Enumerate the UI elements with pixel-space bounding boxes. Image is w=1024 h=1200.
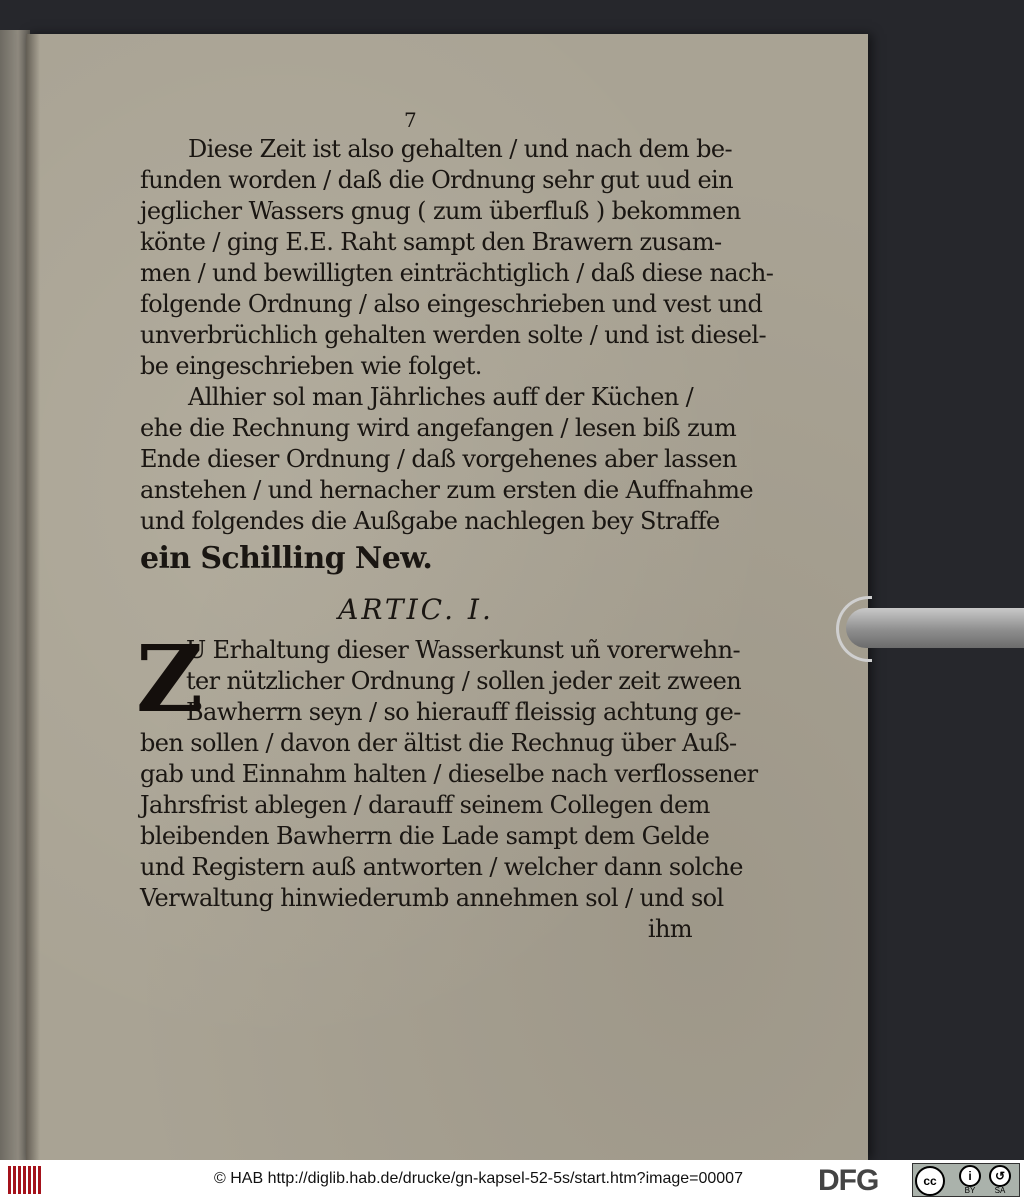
text-line: Allhier sol man Jährliches auff der Küchen / [188,383,694,411]
text-line: men / und bewilligten einträchtiglich / daß diese nach- [140,259,774,287]
text-line: unverbrüchlich gehalten werden solte / und ist diesel- [140,321,766,349]
hab-logo-icon [8,1166,44,1194]
catchword: ihm [647,915,692,943]
text-line: und folgendes die Außgabe nachlegen bey Straffe [140,507,720,535]
text-line: gab und Einnahm halten / dieselbe nach verflossener [140,760,758,788]
text-line: Ende dieser Ordnung / daß vorgehenes aber lassen [140,445,737,473]
clip-edge [836,596,872,662]
closing-line: ein Schilling New. [140,541,433,576]
text-line: Verwaltung hinwiederumb annehmen sol / und sol [140,884,724,912]
share-alike-icon: ↺ [989,1165,1011,1187]
bookmark-clip [836,596,1024,666]
license-by-label: BY [964,1186,976,1195]
copyright-link[interactable]: © HAB http://diglib.hab.de/drucke/gn-kapsel-52-5s/start.htm?image=00007 [214,1170,743,1187]
cc-icon: cc [915,1166,945,1196]
text-line: bleibenden Bawherrn die Lade sampt dem Gelde [140,822,710,850]
text-line: folgende Ordnung / also eingeschrieben und vest und [140,290,763,318]
text-line: Bawherrn seyn / so hierauff fleissig achtung ge- [186,698,741,726]
cc-license-badge[interactable] [912,1163,1020,1197]
dfg-logo: DFG [818,1164,879,1197]
text-line: ter nützlicher Ordnung / sollen jeder zeit zween [186,667,742,695]
page-spine-shadow [26,34,40,1160]
text-line: könte / ging E.E. Raht sampt den Brawern zusam- [140,228,722,256]
page-text-block [136,112,774,945]
text-line: ehe die Rechnung wird angefangen / lesen biß zum [140,414,737,442]
article-body [136,625,758,945]
text-line: und Registern auß antworten / welcher dann solche [140,853,743,881]
text-line: ben sollen / davon der ältist die Rechnug über Auß- [140,729,737,757]
footer-bar [0,1160,1024,1200]
person-icon: i [959,1165,981,1187]
text-line: be eingeschrieben wie folget. [140,352,482,380]
paragraph-1 [140,134,774,382]
clip-band [846,608,1024,648]
text-line: Diese Zeit ist also gehalten / und nach dem be- [188,135,733,163]
text-line: Jahrsfrist ablegen / darauff seinem Collegen dem [140,791,710,819]
drop-cap: Z [136,625,203,733]
text-line: jeglicher Wassers gnug ( zum überfluß ) bekommen [140,197,741,225]
page-number: 7 [404,108,417,132]
article-heading: ARTIC. I. [338,593,494,626]
text-line: U Erhaltung dieser Wasserkunst uñ vorerwehn- [186,636,741,664]
license-sa-label: SA [994,1186,1006,1195]
text-line: anstehen / und hernacher zum ersten die Auffnahme [140,476,754,504]
text-line: funden worden / daß die Ordnung sehr gut uud ein [140,166,733,194]
paragraph-2 [140,382,754,537]
